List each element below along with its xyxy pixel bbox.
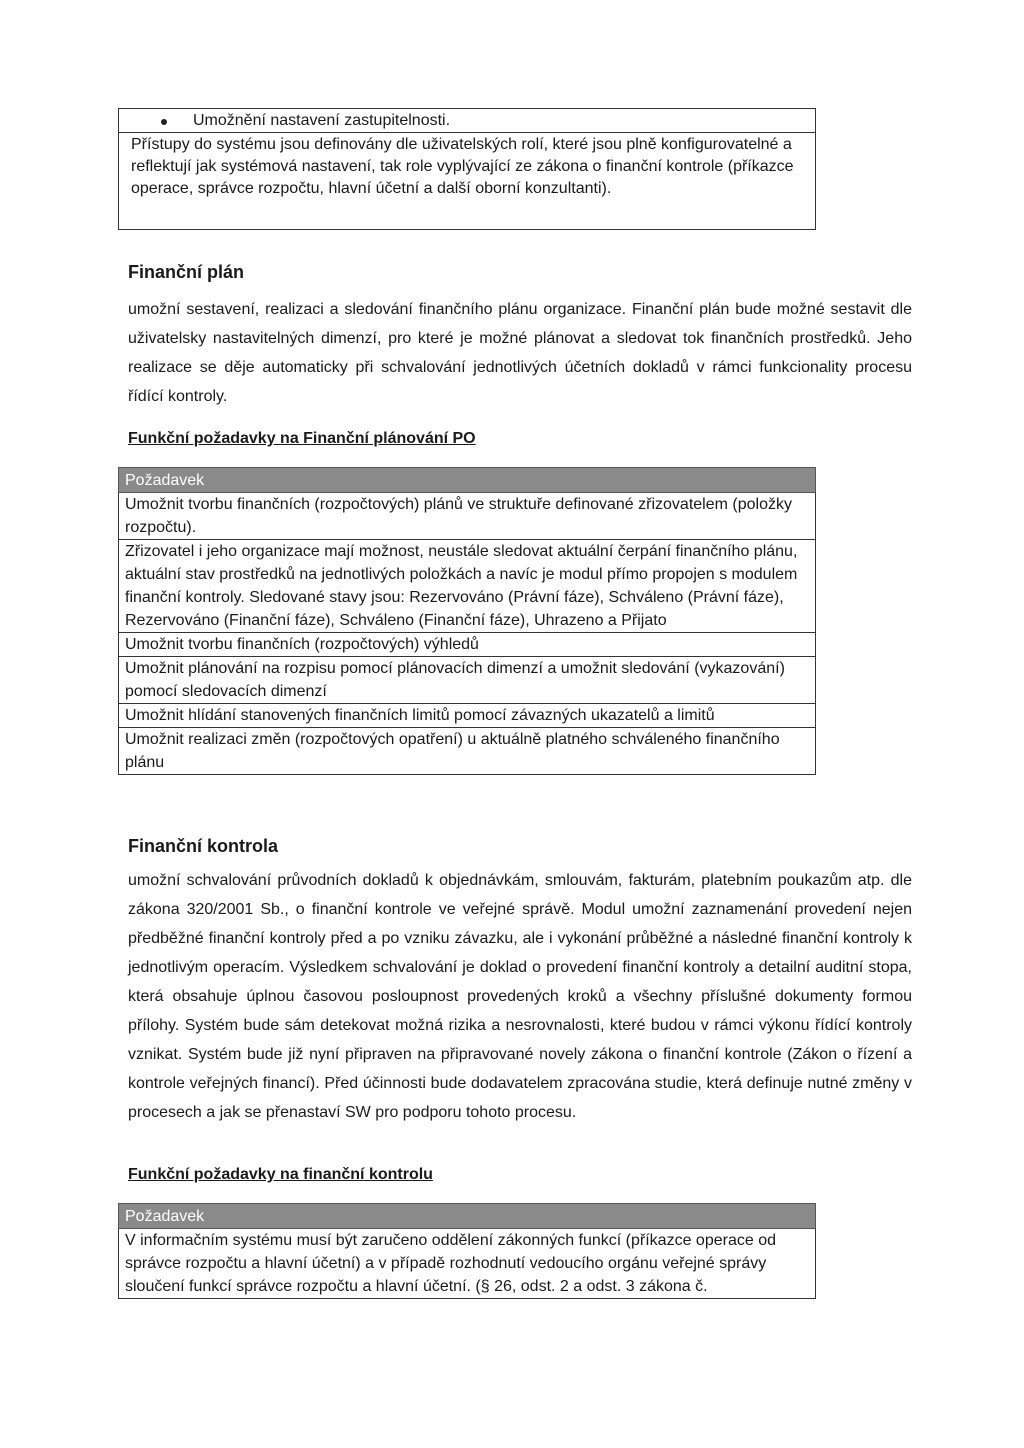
heading-financni-plan: Finanční plán <box>128 262 245 282</box>
req-kontrola-table <box>118 1203 816 1299</box>
table-row: Zřizovatel i jeho organizace mají možnost, neustále sledovat aktuální čerpání finančního plánu, aktuální stav prostředků na jednotlivých položkách a navíc je modul přímo propojen s modulem finanční kontroly. Sledované stavy jsou: Rezervováno (Právní fáze), Schváleno (Právní fáze), Rezervováno (Finanční fáze), Schváleno (Finanční fáze), Uhrazeno a Přijato <box>119 540 816 633</box>
table-row: Umožnit realizaci změn (rozpočtových opatření) u aktuálně platného schváleného finančního plánu <box>119 728 816 775</box>
table-row: Umožnit plánování na rozpisu pomocí plánovacích dimenzí a umožnit sledování (vykazování) pomocí sledovacích dimenzí <box>119 657 816 704</box>
financni-plan-text: umožní sestavení, realizaci a sledování finančního plánu organizace. Finanční plán bude možné sestavit dle uživatelsky nastavitelných dimenzí, pro které je možné plánovat a sledovat tok finančních prostředků. Jeho realizace se děje automaticky při schvalování jednotlivých účetních dokladů v rámci funkcionality procesu řídící kontroly. <box>128 301 912 405</box>
table-row: Umožnit tvorbu finančních (rozpočtových) výhledů <box>119 633 816 657</box>
req-plan-table <box>118 467 816 775</box>
req-plan-header: Požadavek <box>119 468 816 493</box>
req-kontrola-title: Funkční požadavky na finanční kontrolu <box>128 1166 433 1183</box>
table-row: Umožnit hlídání stanovených finančních limitů pomocí závazných ukazatelů a limitů <box>119 704 816 728</box>
financni-kontrola-text: umožní schvalování průvodních dokladů k objednávkám, smlouvám, fakturám, platebním poukazům atp. dle zákona 320/2001 Sb., o finanční kontrole ve veřejné správě. Modul umožní zaznamenání provedení nejen předběžné finanční kontroly před a po vzniku závazku, ale i vykonání průběžné a následné finanční kontroly k jednotlivým operacím. Výsledkem schvalování je doklad o provedení finanční kontroly a detailní auditní stopa, která obsahuje úplnou časovou posloupnost provedených kroků a všechny příslušné dokumenty formou přílohy. Systém bude sám detekovat možná rizika a nesrovnalosti, které budou v rámci výkonu řídící kontroly vznikat. Systém bude již nyní připraven na připravované novely zákona o finanční kontrole (Zákon o řízení a kontrole veřejných financí). Před účinnosti bude dodavatelem zpracována studie, která definuje nutné změny v procesech a jak se přenastaví SW pro podporu tohoto procesu. <box>128 872 912 1121</box>
table-row: Umožnit tvorbu finančních (rozpočtových) plánů ve struktuře definované zřizovatelem (položky rozpočtu). <box>119 493 816 540</box>
table-row: V informačním systému musí být zaručeno oddělení zákonných funkcí (příkazce operace od správce rozpočtu a hlavní účetní) a v případě rozhodnutí vedoucího orgánu veřejné správy sloučení funkcí správce rozpočtu a hlavní účetní. (§ 26, odst. 2 a odst. 3 zákona č. <box>119 1229 816 1299</box>
bullet-icon <box>161 119 167 125</box>
req-kontrola-header: Požadavek <box>119 1204 816 1229</box>
access-rights-paragraph: Přístupy do systému jsou definovány dle uživatelských rolí, které jsou plně konfigurovatelné a reflektují jak systémová nastavení, tak role vyplývající ze zákona o finanční kontrole (příkazce operace, správce rozpočtu, hlavní účetní a další oborní konzultanti). <box>131 136 794 197</box>
bullet-item <box>119 109 815 133</box>
req-plan-title: Funkční požadavky na Finanční plánování PO <box>128 430 476 447</box>
access-rights-box <box>118 108 816 230</box>
bullet-text: Umožnění nastavení zastupitelnosti. <box>193 112 451 129</box>
heading-financni-kontrola: Finanční kontrola <box>128 836 279 856</box>
